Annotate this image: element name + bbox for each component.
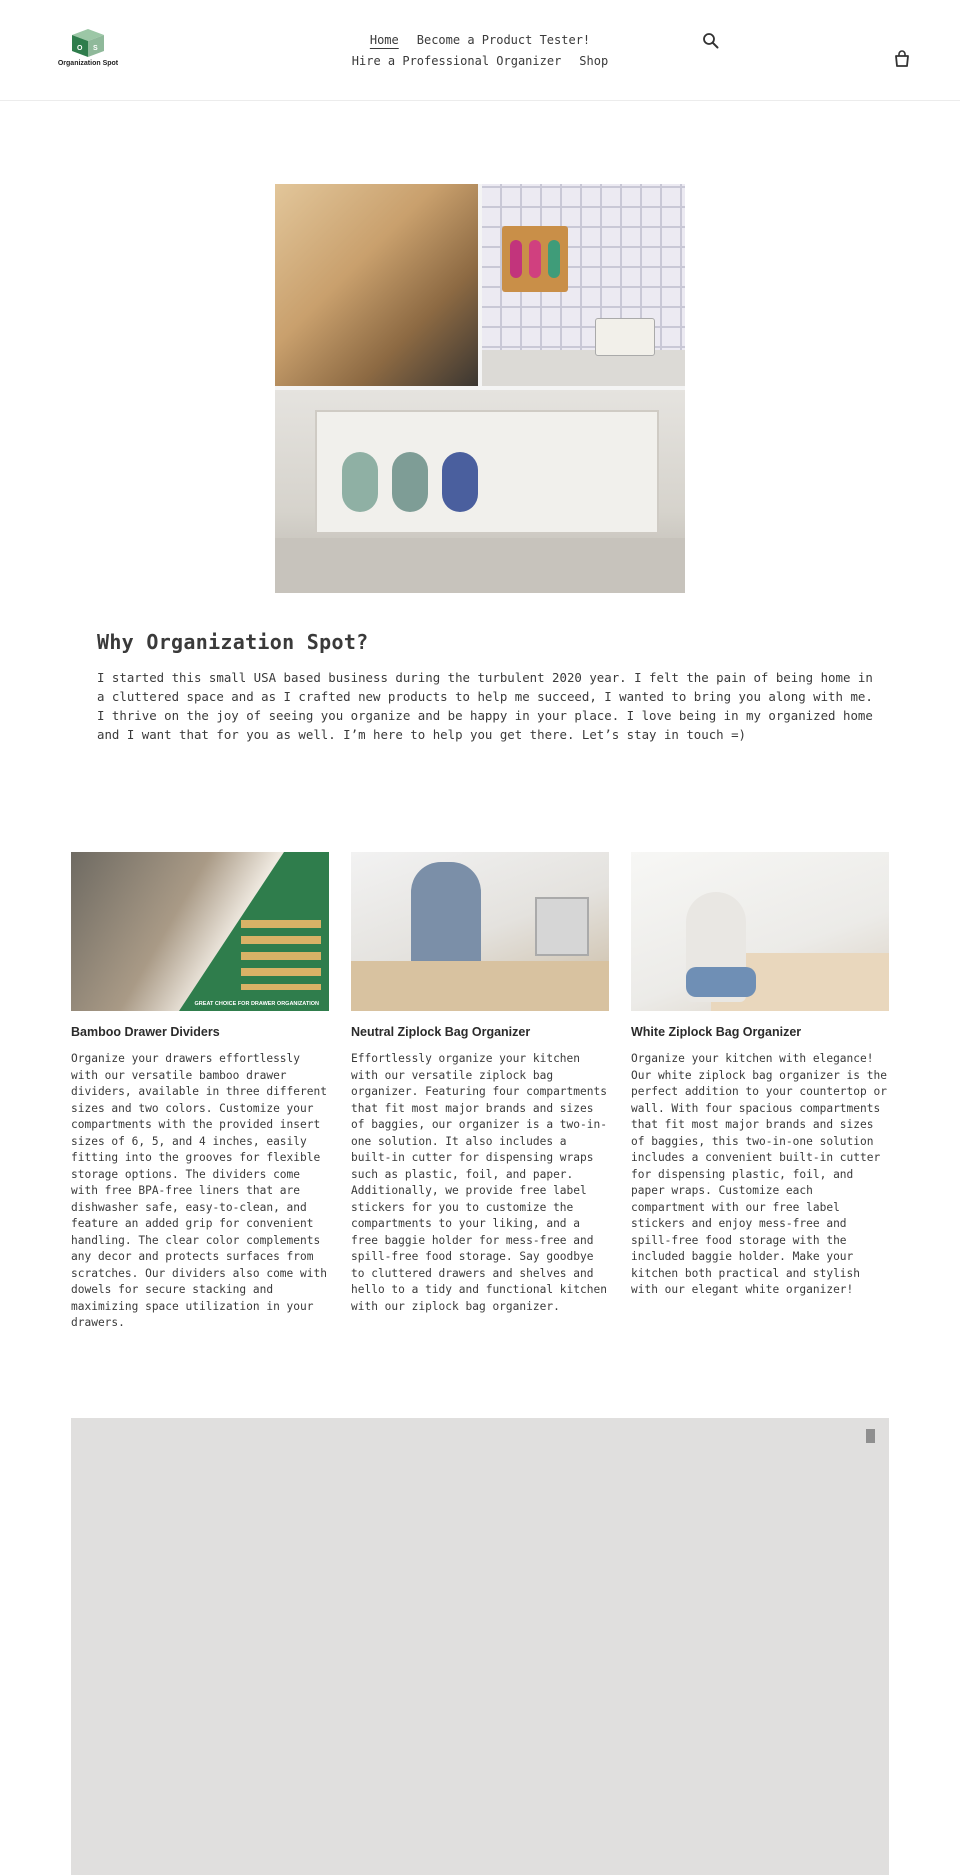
media-placeholder bbox=[71, 1418, 889, 1875]
svg-text:O: O bbox=[77, 45, 83, 52]
why-heading: Why Organization Spot? bbox=[97, 630, 369, 654]
search-icon[interactable] bbox=[702, 32, 720, 50]
wall-bag-organizer-photo bbox=[482, 184, 685, 386]
drawer-bag-organizer-photo bbox=[275, 390, 685, 593]
neutral-organizer-image[interactable] bbox=[351, 852, 609, 1011]
nav-professional-organizer[interactable]: Hire a Professional Organizer bbox=[351, 54, 562, 68]
product-card-bamboo bbox=[71, 852, 329, 1332]
site-header bbox=[0, 0, 960, 101]
site-logo[interactable] bbox=[56, 28, 120, 74]
svg-text:S: S bbox=[93, 45, 98, 52]
image-caption: GREAT CHOICE FOR DRAWER ORGANIZATION bbox=[194, 1001, 319, 1007]
nav-product-tester[interactable]: Become a Product Tester! bbox=[416, 33, 591, 47]
product-title[interactable]: White Ziplock Bag Organizer bbox=[631, 1025, 802, 1039]
product-card-white-ziplock bbox=[631, 852, 889, 1299]
bamboo-dividers-image[interactable] bbox=[71, 852, 329, 1011]
why-text: I started this small USA based business during the turbulent 2020 year. I felt the pain of being home in a cluttered space and as I crafted new products to help me succeed, I wanted to bring you along with me. I thrive on the joy of seeing you organize and be happy in your place. I love being in my organized home and I want that for you as well. I’m here to help you get there. Let’s stay in touch =) bbox=[97, 670, 873, 742]
main-nav bbox=[300, 30, 660, 72]
product-description: Effortlessly organize your kitchen with our versatile ziplock bag organizer. Featuring four compartments that fit most major brands and sizes of baggies, our organizer is a two-in-one solution. It also includes a built-in cutter for dispensing wraps such as plastic, foil, and paper. Additionally, we provide free label stickers for you to customize the compartments to your liking, and a free baggie holder for mess-free and spill-free food storage. Say goodbye to cluttered drawers and shelves and hello to a tidy and functional kitchen with our ziplock bag organizer. bbox=[351, 1052, 607, 1313]
product-description: Organize your kitchen with elegance! Our white ziplock bag organizer is the perfect addition to your countertop or wall. With four spacious compartments that fit most major brands and sizes of baggies, this two-in-one solution includes a convenient built-in cutter for dispensing plastic, foil, and paper wraps. Customize each compartment with our free label stickers and enjoy mess-free and spill-free food storage with the included baggie holder. Make your kitchen both practical and stylish with our elegant white organizer! bbox=[631, 1052, 887, 1296]
nav-shop[interactable]: Shop bbox=[579, 54, 609, 68]
product-title[interactable]: Bamboo Drawer Dividers bbox=[71, 1025, 220, 1039]
logo-cube-icon bbox=[70, 28, 106, 58]
white-organizer-image[interactable] bbox=[631, 852, 889, 1011]
product-description: Organize your drawers effortlessly with our versatile bamboo drawer dividers, available in three different sizes and two colors. Customize your compartments with the provided insert sizes of 6, 5, and 4 inches, easily fitting into the grooves for flexible storage options. The dividers come with free BPA-free liners that are dishwasher safe, easy-to-clean, and feature an added grip for convenient handling. The clear color complements any decor and protects surfaces from scratches. Our dividers also come with dowels for secure stacking and maximizing space utilization in your drawers. bbox=[71, 1052, 327, 1329]
product-title[interactable]: Neutral Ziplock Bag Organizer bbox=[351, 1025, 531, 1039]
marker-icon bbox=[866, 1429, 875, 1443]
nav-home[interactable]: Home bbox=[369, 33, 399, 47]
drawer-organizer-photo bbox=[275, 184, 478, 386]
hero-collage-image bbox=[275, 184, 685, 593]
product-card-neutral-ziplock bbox=[351, 852, 609, 1315]
logo-text: Organization Spot bbox=[57, 60, 119, 67]
cart-icon[interactable] bbox=[893, 50, 911, 68]
